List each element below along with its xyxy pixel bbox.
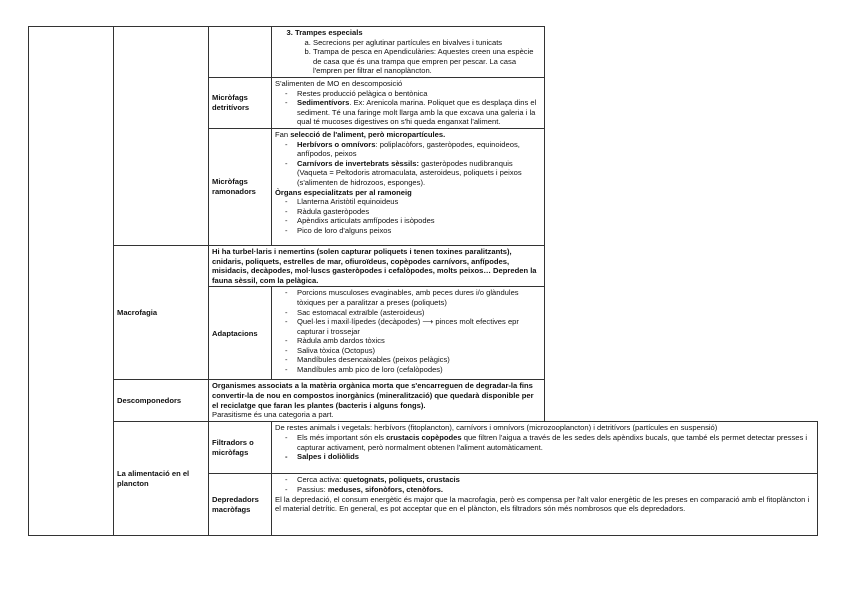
adaptacions-list [275, 288, 541, 374]
adaptacio-item: - Mandíbules desencaixables (peixos pelàgics) [297, 355, 541, 365]
alimentacio-plancton-label: La alimentació en el plancton [114, 422, 209, 536]
organs-heading: Òrgans especialitzats per al ramoneig [275, 187, 412, 197]
organ-item: - Pico de loro d'alguns peixos [297, 226, 541, 236]
descomponedors-label: Descomponedors [114, 380, 209, 422]
organ-item: - Llanterna Aristòtil equinoideus [297, 197, 541, 207]
descomponedors-cell [209, 380, 545, 422]
trampes-list [275, 28, 541, 76]
descomponedors-note: Parasitisme és una categoria a part. [212, 410, 334, 420]
filtradors-item: - Salpes i doliòlids [297, 452, 814, 462]
trampes-item-a: a. Secrecions per aglutinar partícules en bivalves i tunicats [313, 38, 541, 48]
blank-first-column [29, 27, 114, 536]
adaptacio-item: - Porcions musculoses evaginables, amb peces dures i/o glàndules tòxiques per a paralitzar a preses (poliquets) [297, 288, 541, 307]
ramonadors-item: - Carnívors de invertebrats sèssils: gasteròpodes nudibranquis (Vaqueta = Peltodoris atromaculata, asteroideus, poliquets i peixos (s'alimenten de hidrozoos, esponges). [297, 159, 541, 188]
filtradors-cell [272, 422, 818, 474]
organ-item: - Apèndixs articulats amfípodes i isòpodes [297, 216, 541, 226]
notes-table [28, 26, 818, 536]
filtradors-label: Filtradors o micròfags [209, 422, 272, 474]
detritivors-intro: S'alimenten de MO en descomposició [275, 78, 403, 88]
ramonadors-item: - Herbívors o omnívors: poliplacòfors, gasteròpodes, equinoideos, anfípodos, peixos [297, 140, 541, 159]
microfags-ramonadors-label: Micròfags ramonadors [209, 128, 272, 245]
macrofagia-label: Macrofagia [114, 245, 209, 379]
ramonadors-cell [272, 128, 545, 245]
adaptacio-item: - Mandíbules amb pico de loro (cefalòpodes) [297, 365, 541, 375]
adaptacio-item: - Ràdula amb dardos tòxics [297, 336, 541, 346]
adaptacio-item: - Sac estomacal extraïble (asteroideus) [297, 308, 541, 318]
depredadors-label: Depredadors macròfags [209, 474, 272, 536]
detritivors-cell [272, 77, 545, 128]
depredadors-text: El la depredació, el consum energètic és major que la macrofagia, però es compensa per l'alt valor energètic de les preses en comparació amb el fitoplàncton i el material detrític. En general, es pot acceptar que en el plàncton, els filtradors són més nombrosos que els depredadors. [275, 494, 810, 514]
detritivors-item: - Restes producció pelàgica o bentònica [297, 89, 541, 99]
blank-label-cell [209, 27, 272, 78]
adaptacio-item: - Quel·les i maxil·lípedes (decàpodes) ⟶ pinces molt efectives epr capturar i trossejar [297, 317, 541, 336]
depredadors-item: - Cerca activa: quetognats, poliquets, crustacis [297, 475, 814, 485]
trampes-item-b: b. Trampa de pesca en Apendiculàries: Aquestes creen una espècie de casa que és una trampa que empren per pescar. La casa l'empren per filtrar el nanoplàncton. [313, 47, 541, 76]
blank-second-column [114, 27, 209, 246]
adaptacions-cell [272, 287, 545, 380]
adaptacions-label: Adaptacions [209, 287, 272, 380]
depredadors-item: - Passius: meduses, sifonòfors, ctenòfors. [297, 485, 814, 495]
descomponedors-text: Organismes associats a la matèria orgànica morta que s'encarreguen de degradar-la fins convertir-la de nou en compostos inorgànics (mineralització) que quedarà disponible per el reciclatge que faran les plantes (bacteris i alguns fongs). [212, 381, 534, 410]
depredadors-cell [272, 474, 818, 536]
macrofagia-text: Hi ha turbel·laris i nemertins (solen capturar poliquets i tenen toxines paralitzants), cnidaris, poliquets, estrelles de mar, ofiuroïdeus, copèpodes carnívors, anfípodes, misidacis, decàpodes, mol·luscs gasteròpodes i cefalòpodes, molts peixos… Depreden la fauna sèssil, com la pelàgica. [209, 245, 545, 286]
microfags-detritivors-label: Micròfags detritívors [209, 77, 272, 128]
ramonadors-intro: Fan selecció de l'aliment, però micropartícules. [275, 129, 446, 139]
adaptacio-item: - Saliva tòxica (Octopus) [297, 346, 541, 356]
detritivors-item: - Sedimentívors. Ex: Arenicola marina. Poliquet que es desplaça dins el sediment. Té una faringe molt llarga amb la que excava una galeria i la qual té mucoses digestives on s'hi queda enganxat l'aliment. [297, 98, 541, 127]
trampes-heading: 3. Trampes especials a. Secrecions per aglutinar partícules en bivalves i tunicats b. Trampa de pesca en Apendiculàries: Aquestes creen una espècie de casa que és una trampa que empren per pescar. La casa l'empren per filtrar el nanoplàncton. [295, 28, 541, 76]
filtradors-item: - Els més important són els crustacis copèpodes que filtren l'aigua a través de les sedes dels apèndixs bucals, que també els permet detectar presses i capturar activament, però normalment obtenen l'aliment automàticament. [297, 433, 814, 452]
trampes-cell [272, 27, 545, 78]
filtradors-intro: De restes animals i vegetals: herbívors (fitoplancton), carnívors i omnívors (microzooplancton) i detritívors (partícules en suspensió) [275, 423, 718, 433]
organ-item: - Ràdula gasteròpodes [297, 207, 541, 217]
